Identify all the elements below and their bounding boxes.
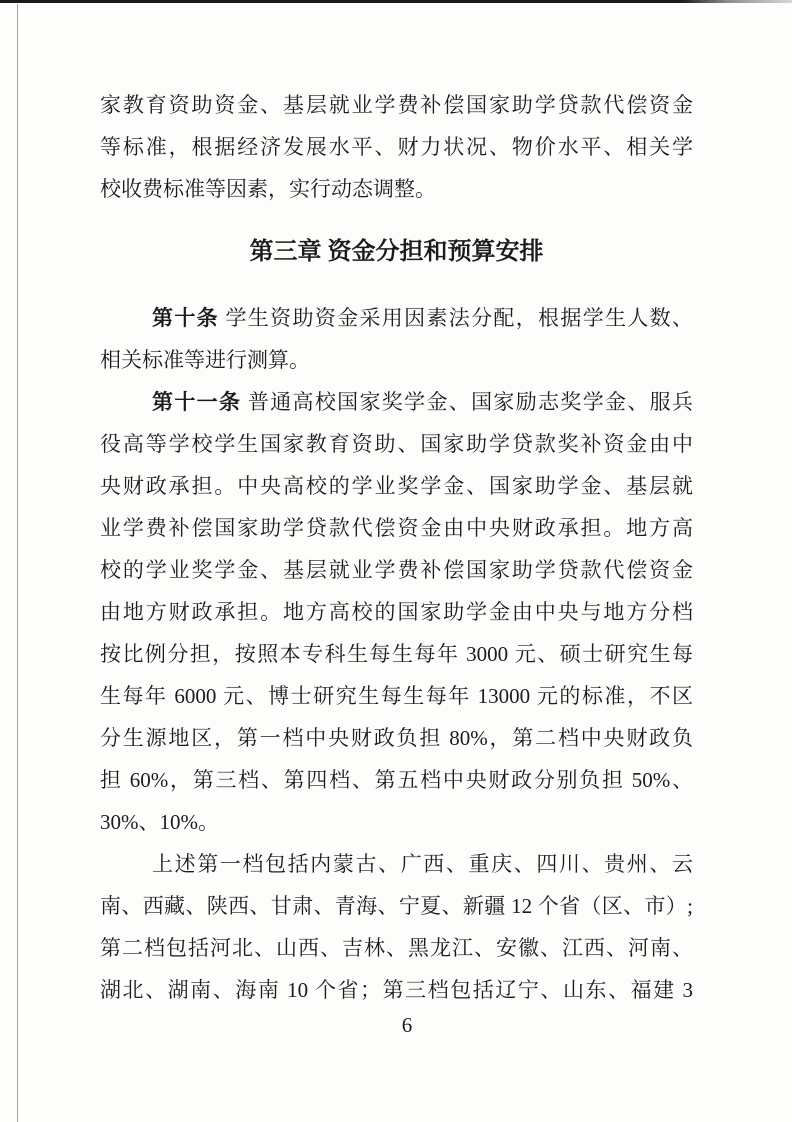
text-segment: 业学费补偿国家助学贷款代偿资金由中央财政承担。地方高 [100,516,693,540]
document-body [100,84,693,1011]
paragraph [100,843,693,1011]
text-segment: 湖北、湖南、海南 10 个省；第三档包括辽宁、山东、福建 3 [100,978,693,1002]
text-line [100,84,693,126]
text-segment: 30%、10%。 [100,810,219,834]
article-number: 第十一条 [152,390,242,414]
text-line [100,843,693,885]
text-segment: 校的学业奖学金、基层就业学费补偿国家助学贷款代偿资金 [100,558,693,582]
text-segment: 担 60%，第三档、第四档、第五档中央财政分别负担 50%、 [100,768,693,792]
text-line [100,126,693,168]
text-segment: 由地方财政承担。地方高校的国家助学金由中央与地方分档 [100,600,693,624]
text-line [100,801,693,843]
text-line [100,633,693,675]
text-segment: 南、西藏、陕西、甘肃、青海、宁夏、新疆 12 个省（区、市）; [100,894,693,918]
text-line [100,759,693,801]
text-line [100,381,693,423]
text-segment: 央财政承担。中央高校的学业奖学金、国家助学金、基层就 [100,474,693,498]
text-segment: 家教育资助资金、基层就业学费补偿国家助学贷款代偿资金 [100,93,693,117]
text-line [100,717,693,759]
text-segment: 等标准，根据经济发展水平、财力状况、物价水平、相关学 [100,135,693,159]
text-segment: 分生源地区，第一档中央财政负担 80%，第二档中央财政负 [100,726,693,750]
text-line [100,969,693,1011]
article-number: 第十条 [152,306,219,330]
text-line [100,297,693,339]
chapter-heading: 第三章 资金分担和预算安排 [249,239,544,265]
paragraph [100,84,693,210]
text-line [100,591,693,633]
text-line [100,675,693,717]
text-segment: 第二档包括河北、山西、吉林、黑龙江、安徽、江西、河南、 [100,936,693,960]
text-segment: 学生资助资金采用因素法分配，根据学生人数、 [218,306,693,330]
text-line [100,885,693,927]
text-line [100,168,693,210]
text-line [100,423,693,465]
text-segment: 相关标准等进行测算。 [100,348,310,372]
text-segment: 役高等学校学生国家教育资助、国家助学贷款奖补资金由中 [100,432,693,456]
paragraph [100,297,693,381]
text-line [100,927,693,969]
text-segment: 普通高校国家奖学金、国家励志奖学金、服兵 [241,390,694,414]
text-segment: 上述第一档包括内蒙古、广西、重庆、四川、贵州、云 [152,852,693,876]
scan-edge-artifact-top [0,0,792,3]
page-number: 6 [401,1013,413,1037]
text-segment: 生每年 6000 元、博士研究生每生每年 13000 元的标准，不区 [100,684,693,708]
text-segment: 按比例分担，按照本专科生每生每年 3000 元、硕士研究生每 [100,642,693,666]
text-segment: 校收费标准等因素，实行动态调整。 [100,177,436,201]
paragraph [100,381,693,843]
text-line [100,549,693,591]
scan-edge-artifact-left [17,4,18,1122]
text-line [100,507,693,549]
text-line [100,465,693,507]
text-line [100,339,693,381]
